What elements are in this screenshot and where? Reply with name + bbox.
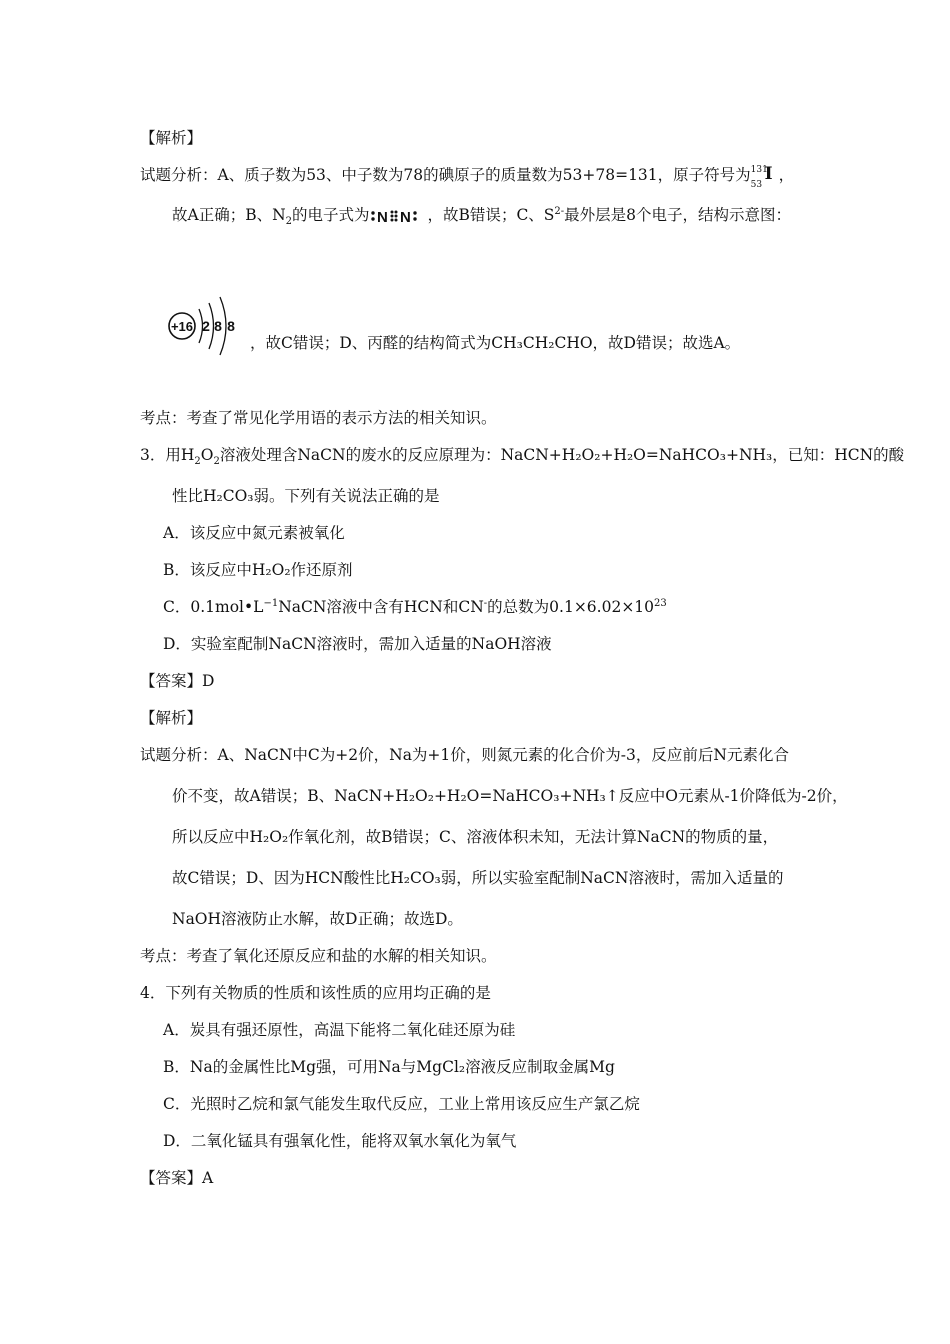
q3-analysis-2: 价不变，故A错误；B、NaCN+H₂O₂+H₂O=NaHCO₃+NH₃↑反应中O元素从-1价降低为-2价， xyxy=(172,787,848,805)
analysis-heading-1: 【解析】 xyxy=(140,129,203,147)
q4-answer: 【答案】A xyxy=(140,1169,214,1187)
q3-analysis-1: 试题分析：A、NaCN中C为+2价，Na为+1价，则氮元素的化合价为-3，反应前后N元素化合 xyxy=(140,746,789,764)
q4-option-c: C．光照时乙烷和氯气能发生取代反应，工业上常用该反应生产氯乙烷 xyxy=(163,1095,640,1113)
q4-option-d: D．二氧化锰具有强氧化性，能将双氧水氧化为氧气 xyxy=(163,1132,517,1150)
analysis-line-2: 故A正确；B、$N_2$的电子式为 N N ，故B错误；C、$S^{2-}$最外层是8个电子，结构示意图： xyxy=(172,205,792,228)
shell-2-label: 8 xyxy=(214,318,222,334)
q3-stem-2: 性比H₂CO₃弱。下列有关说法正确的是 xyxy=(172,487,440,505)
q4-option-b: B．Na的金属性比Mg强，可用Na与MgCl₂溶液反应制取金属Mg xyxy=(163,1058,615,1076)
q3-analysis-heading: 【解析】 xyxy=(140,709,203,727)
analysis-line-1: 试题分析：A、质子数为53、中子数为78的碘原子的质量数为53+78=131，原子符号为 131 53 I ， xyxy=(140,164,795,190)
q4-option-a: A．炭具有强还原性，高温下能将二氧化硅还原为硅 xyxy=(163,1021,516,1039)
kaodian-1: 考点：考查了常见化学用语的表示方法的相关知识。 xyxy=(140,409,497,427)
q3-analysis-5: NaOH溶液防止水解，故D正确；故选D。 xyxy=(172,910,463,928)
shell-3-label: 8 xyxy=(227,318,235,334)
svg-text:N: N xyxy=(399,209,411,226)
atom-nucleus-label: +16 xyxy=(170,319,194,334)
n2-electron-formula-icon xyxy=(370,206,428,226)
sulfide-ion-structure-icon xyxy=(166,293,244,359)
q3-analysis-3: 所以反应中H₂O₂作氧化剂，故B错误；C、溶液体积未知，无法计算NaCN的物质的量， xyxy=(172,828,779,846)
shell-1-label: 2 xyxy=(202,318,210,334)
kaodian-2: 考点：考查了氧化还原反应和盐的水解的相关知识。 xyxy=(140,947,497,965)
svg-text:N: N xyxy=(376,209,388,226)
q4-stem: 4．下列有关物质的性质和该性质的应用均正确的是 xyxy=(140,984,491,1002)
q3-answer: 【答案】D xyxy=(140,672,215,690)
iodine-isotope-symbol: 131 53 I xyxy=(750,164,773,190)
q3-analysis-4: 故C错误；D、因为HCN酸性比H₂CO₃弱，所以实验室配制NaCN溶液时，需加入适量的 xyxy=(172,869,784,887)
analysis-line-3: ，故C错误；D、丙醛的结构简式为CH₃CH₂CHO，故D错误；故选A。 xyxy=(250,334,741,352)
analysis-text: 试题分析：A、质子数为53、中子数为78的碘原子的质量数为53+78=131，原子符号为 xyxy=(140,166,751,184)
q3-option-c: C．$0.1mol•L^{-1}NaCN$溶液中含有HCN和CN-的总数为$0.1\times 6.02\times 10^{23}$ xyxy=(163,597,667,616)
q3-option-b: B．该反应中H₂O₂作还原剂 xyxy=(163,561,353,579)
q3-option-d: D．实验室配制NaCN溶液时，需加入适量的NaOH溶液 xyxy=(163,635,552,653)
q3-option-a: A．该反应中氮元素被氧化 xyxy=(163,524,345,542)
q3-stem-1: 3．用$H_2O_2$溶液处理含NaCN的废水的反应原理为：NaCN+H₂O₂+H₂O=NaHCO₃+NH₃，已知：HCN的酸 xyxy=(140,446,905,468)
